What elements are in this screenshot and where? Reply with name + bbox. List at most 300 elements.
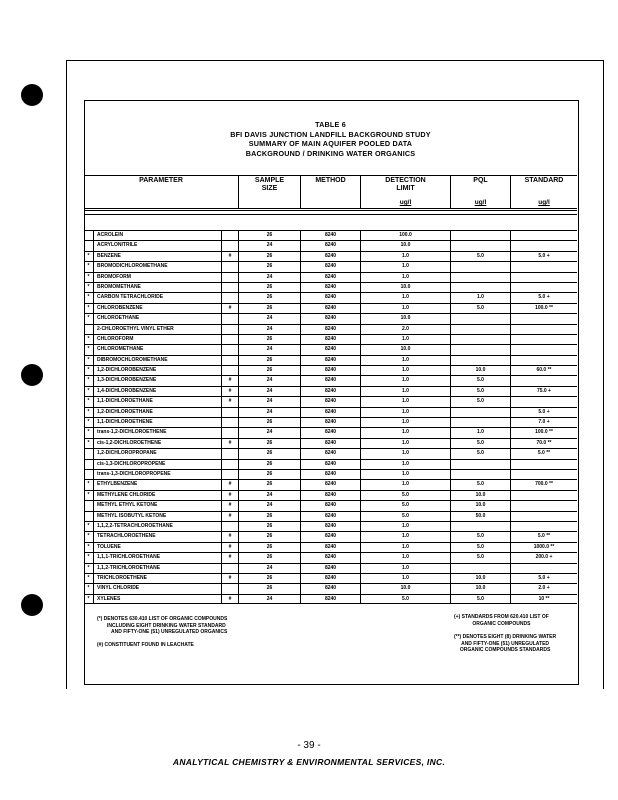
parameter-name-cell: BROMOMETHANE xyxy=(93,283,221,292)
standard-cell xyxy=(510,262,577,271)
table-row xyxy=(84,282,577,292)
table-row xyxy=(84,303,577,313)
detection-limit-cell: 10.0 xyxy=(360,584,450,593)
method-cell: 8240 xyxy=(300,512,360,521)
parameter-name-cell: 1,1,1-TRICHLOROETHANE xyxy=(93,553,221,562)
detection-limit-cell: 2.0 xyxy=(360,325,450,334)
row-marker-cell xyxy=(84,449,93,458)
sample-size-cell: 26 xyxy=(238,304,300,313)
leachate-flag-cell: # xyxy=(221,397,238,406)
detection-limit-cell: 1.0 xyxy=(360,480,450,489)
detection-limit-cell: 1.0 xyxy=(360,522,450,531)
pql-cell xyxy=(450,470,510,479)
standard-cell xyxy=(510,491,577,500)
standard-cell: 60.0 ** xyxy=(510,366,577,375)
table-row xyxy=(84,427,577,437)
header-parameter: PARAMETER xyxy=(139,177,183,184)
method-cell: 8240 xyxy=(300,273,360,282)
leachate-flag-cell: # xyxy=(221,491,238,500)
header-detection-unit: ug/l xyxy=(399,199,412,206)
sample-size-cell: 26 xyxy=(238,293,300,302)
leachate-flag-cell xyxy=(221,241,238,250)
parameter-name-cell: TRICHLOROETHENE xyxy=(93,574,221,583)
row-marker-cell: * xyxy=(87,398,90,405)
method-cell: 8240 xyxy=(300,283,360,292)
sample-size-cell: 26 xyxy=(238,252,300,261)
sample-size-cell: 24 xyxy=(238,273,300,282)
leachate-flag-cell xyxy=(221,356,238,365)
method-cell: 8240 xyxy=(300,241,360,250)
method-cell: 8240 xyxy=(300,325,360,334)
detection-limit-cell: 1.0 xyxy=(360,252,450,261)
row-marker-cell xyxy=(84,325,93,334)
method-cell: 8240 xyxy=(300,335,360,344)
leachate-flag-cell xyxy=(221,335,238,344)
pql-cell xyxy=(450,356,510,365)
header-standard-label: STANDARD xyxy=(524,177,564,184)
leachate-flag-cell: # xyxy=(221,512,238,521)
standard-cell xyxy=(510,345,577,354)
parameter-name-cell: cis-1,2-DICHLOROETHENE xyxy=(93,439,221,448)
sample-size-cell: 26 xyxy=(238,470,300,479)
table-row xyxy=(84,594,577,604)
sample-size-cell: 26 xyxy=(238,356,300,365)
detection-limit-cell: 1.0 xyxy=(360,262,450,271)
sample-size-cell: 26 xyxy=(238,283,300,292)
parameter-name-cell: ETHYLBENZENE xyxy=(93,480,221,489)
pql-cell xyxy=(450,325,510,334)
standard-cell: 5.0 + xyxy=(510,293,577,302)
punch-hole xyxy=(21,364,43,386)
parameter-name-cell: CHLOROETHANE xyxy=(93,314,221,323)
parameter-name-cell: trans-1,3-DICHLOROPROPENE xyxy=(93,470,221,479)
sample-size-cell: 24 xyxy=(238,314,300,323)
row-marker-cell: * xyxy=(87,408,90,415)
header-standard xyxy=(510,176,577,208)
detection-limit-cell: 1.0 xyxy=(360,543,450,552)
title-line: SUMMARY OF MAIN AQUIFER POOLED DATA xyxy=(248,139,413,148)
detection-limit-cell: 1.0 xyxy=(360,553,450,562)
parameter-name-cell: 1,1-DICHLOROETHANE xyxy=(93,397,221,406)
leachate-flag-cell xyxy=(221,345,238,354)
method-cell: 8240 xyxy=(300,480,360,489)
pql-cell: 5.0 xyxy=(450,449,510,458)
row-marker-cell: * xyxy=(87,439,90,446)
leachate-flag-cell xyxy=(221,273,238,282)
leachate-flag-cell: # xyxy=(221,439,238,448)
standard-cell xyxy=(510,314,577,323)
leachate-flag-cell xyxy=(221,584,238,593)
row-marker-cell: * xyxy=(87,304,90,311)
note-line: (**) DENOTES EIGHT (8) DRINKING WATER xyxy=(454,634,557,640)
method-cell: 8240 xyxy=(300,366,360,375)
detection-limit-cell: 5.0 xyxy=(360,512,450,521)
standard-cell: 5.0 + xyxy=(510,574,577,583)
detection-limit-cell: 5.0 xyxy=(360,595,450,604)
pql-cell: 5.0 xyxy=(450,397,510,406)
row-marker-cell: * xyxy=(87,387,90,394)
table-row xyxy=(84,251,577,261)
row-marker-cell: * xyxy=(87,315,90,322)
pql-cell: 5.0 xyxy=(450,480,510,489)
punch-hole xyxy=(21,594,43,616)
standard-cell xyxy=(510,522,577,531)
table-row xyxy=(84,334,577,344)
method-cell: 8240 xyxy=(300,543,360,552)
parameter-name-cell: CHLOROBENZENE xyxy=(93,304,221,313)
row-marker-cell: * xyxy=(87,429,90,436)
parameter-name-cell: METHYL ETHYL KETONE xyxy=(93,501,221,510)
table-row xyxy=(84,563,577,573)
row-marker-cell: * xyxy=(87,481,90,488)
sample-size-cell: 24 xyxy=(238,491,300,500)
leachate-flag-cell: # xyxy=(221,376,238,385)
standard-cell: 100.0 ** xyxy=(510,304,577,313)
sample-size-cell: 24 xyxy=(238,595,300,604)
sample-size-cell: 24 xyxy=(238,325,300,334)
leachate-flag-cell xyxy=(221,293,238,302)
pql-cell xyxy=(450,345,510,354)
row-marker-cell: * xyxy=(87,346,90,353)
standard-cell xyxy=(510,470,577,479)
leachate-flag-cell: # xyxy=(221,574,238,583)
parameter-name-cell: ACROLEIN xyxy=(93,231,221,240)
row-marker-cell: * xyxy=(87,252,90,259)
sample-size-cell: 26 xyxy=(238,335,300,344)
method-cell: 8240 xyxy=(300,439,360,448)
method-cell: 8240 xyxy=(300,262,360,271)
sample-size-cell: 26 xyxy=(238,522,300,531)
parameter-name-cell: CHLOROMETHANE xyxy=(93,345,221,354)
leachate-flag-cell: # xyxy=(221,252,238,261)
detection-limit-cell: 1.0 xyxy=(360,574,450,583)
row-marker-cell xyxy=(84,460,93,469)
parameter-name-cell: 1,4-DICHLOROBENZENE xyxy=(93,387,221,396)
pql-cell: 1.0 xyxy=(450,293,510,302)
sample-size-cell: 26 xyxy=(238,480,300,489)
standard-cell: 5.0 ** xyxy=(510,449,577,458)
row-marker-cell xyxy=(84,501,93,510)
pql-cell: 5.0 xyxy=(450,543,510,552)
row-marker-cell: * xyxy=(87,574,90,581)
row-marker-cell xyxy=(84,241,93,250)
table-row xyxy=(84,552,577,562)
parameter-name-cell: trans-1,2-DICHLOROETHENE xyxy=(93,428,221,437)
method-cell: 8240 xyxy=(300,501,360,510)
leachate-flag-cell xyxy=(221,283,238,292)
detection-limit-cell: 1.0 xyxy=(360,418,450,427)
parameter-name-cell: cis-1,3-DICHLOROPROPENE xyxy=(93,460,221,469)
standard-cell xyxy=(510,231,577,240)
note-star xyxy=(97,616,227,636)
table-row xyxy=(84,469,577,479)
pql-cell xyxy=(450,241,510,250)
table-row xyxy=(84,573,577,583)
table-body xyxy=(84,230,577,604)
parameter-name-cell: VINYL CHLORIDE xyxy=(93,584,221,593)
standard-cell: 700.0 ** xyxy=(510,480,577,489)
table-row xyxy=(84,417,577,427)
sample-size-cell: 24 xyxy=(238,241,300,250)
detection-limit-cell: 1.0 xyxy=(360,387,450,396)
note-plus xyxy=(454,614,549,627)
parameter-name-cell: 1,2-DICHLOROPROPANE xyxy=(93,449,221,458)
pql-cell: 50.0 xyxy=(450,512,510,521)
sample-size-cell: 26 xyxy=(238,418,300,427)
sample-size-cell: 24 xyxy=(238,564,300,573)
detection-limit-cell: 1.0 xyxy=(360,564,450,573)
row-marker-cell xyxy=(84,470,93,479)
pql-cell: 10.0 xyxy=(450,574,510,583)
sample-size-cell: 26 xyxy=(238,574,300,583)
pql-cell xyxy=(450,335,510,344)
table-row xyxy=(84,375,577,385)
page-number: - 39 - xyxy=(297,740,321,751)
parameter-name-cell: 1,1,2,2-TETRACHLOROETHANE xyxy=(93,522,221,531)
standard-cell xyxy=(510,501,577,510)
method-cell: 8240 xyxy=(300,428,360,437)
leachate-flag-cell xyxy=(221,470,238,479)
header-pql xyxy=(450,176,510,208)
row-marker-cell: * xyxy=(87,533,90,540)
pql-cell xyxy=(450,418,510,427)
method-cell: 8240 xyxy=(300,397,360,406)
pql-cell: 5.0 xyxy=(450,376,510,385)
standard-cell xyxy=(510,356,577,365)
table-row xyxy=(84,272,577,282)
method-cell: 8240 xyxy=(300,584,360,593)
standard-cell xyxy=(510,460,577,469)
method-cell: 8240 xyxy=(300,231,360,240)
method-cell: 8240 xyxy=(300,376,360,385)
table-row xyxy=(84,583,577,593)
parameter-name-cell: CHLOROFORM xyxy=(93,335,221,344)
method-cell: 8240 xyxy=(300,553,360,562)
row-marker-cell: * xyxy=(87,522,90,529)
detection-limit-cell: 1.0 xyxy=(360,460,450,469)
row-marker-cell: * xyxy=(87,294,90,301)
method-cell: 8240 xyxy=(300,408,360,417)
leachate-flag-cell: # xyxy=(221,480,238,489)
leachate-flag-cell xyxy=(221,408,238,417)
row-marker-cell: * xyxy=(87,419,90,426)
detection-limit-cell: 1.0 xyxy=(360,273,450,282)
parameter-name-cell: XYLENES xyxy=(93,595,221,604)
header-standard-unit: ug/l xyxy=(538,199,550,206)
row-marker-cell: * xyxy=(87,491,90,498)
pql-cell: 5.0 xyxy=(450,439,510,448)
parameter-name-cell: METHYL ISOBUTYL KETONE xyxy=(93,512,221,521)
row-marker-cell: * xyxy=(87,283,90,290)
pql-cell: 5.0 xyxy=(450,553,510,562)
header-sample-size: SAMPLE SIZE xyxy=(238,176,300,208)
table-row xyxy=(84,344,577,354)
detection-limit-cell: 5.0 xyxy=(360,501,450,510)
parameter-name-cell: 1,1-DICHLOROETHENE xyxy=(93,418,221,427)
row-marker-cell: * xyxy=(87,543,90,550)
table-row xyxy=(84,396,577,406)
method-cell: 8240 xyxy=(300,304,360,313)
pql-cell: 1.0 xyxy=(450,428,510,437)
pql-cell xyxy=(450,314,510,323)
pql-cell: 5.0 xyxy=(450,252,510,261)
pql-cell xyxy=(450,231,510,240)
detection-limit-cell: 1.0 xyxy=(360,356,450,365)
table-row xyxy=(84,355,577,365)
pql-cell: 10.0 xyxy=(450,584,510,593)
table-row xyxy=(84,542,577,552)
leachate-flag-cell: # xyxy=(221,387,238,396)
sample-size-cell: 26 xyxy=(238,543,300,552)
company-name: ANALYTICAL CHEMISTRY & ENVIRONMENTAL SERVICES, INC. xyxy=(172,757,446,767)
standard-cell: 5.0 + xyxy=(510,252,577,261)
leachate-flag-cell xyxy=(221,522,238,531)
header-detection-limit xyxy=(360,176,450,208)
detection-limit-cell: 1.0 xyxy=(360,335,450,344)
method-cell: 8240 xyxy=(300,252,360,261)
detection-limit-cell: 1.0 xyxy=(360,397,450,406)
row-marker-cell: * xyxy=(87,377,90,384)
header-pql-unit: ug/l xyxy=(474,199,487,206)
sample-size-cell: 24 xyxy=(238,397,300,406)
table-row xyxy=(84,511,577,521)
note-double-star xyxy=(454,634,556,654)
leachate-flag-cell xyxy=(221,428,238,437)
table-row xyxy=(84,230,577,240)
standard-cell: 200.0 + xyxy=(510,553,577,562)
pql-cell: 5.0 xyxy=(450,532,510,541)
pql-cell xyxy=(450,522,510,531)
table-row xyxy=(84,448,577,458)
detection-limit-cell: 1.0 xyxy=(360,293,450,302)
method-cell: 8240 xyxy=(300,522,360,531)
header-pql-label: PQL xyxy=(473,177,488,184)
sample-size-cell: 24 xyxy=(238,387,300,396)
detection-limit-cell: 1.0 xyxy=(360,408,450,417)
leachate-flag-cell xyxy=(221,314,238,323)
standard-cell xyxy=(510,241,577,250)
parameter-name-cell: 1,1,2-TRICHLOROETHANE xyxy=(93,564,221,573)
table-title xyxy=(84,120,577,158)
detection-limit-cell: 1.0 xyxy=(360,366,450,375)
parameter-name-cell: ACRYLONITRILE xyxy=(93,241,221,250)
row-marker-cell xyxy=(84,512,93,521)
table-row xyxy=(84,521,577,531)
title-line: BACKGROUND / DRINKING WATER ORGANICS xyxy=(245,148,416,158)
note-line: (*) DENOTES 630.410 LIST OF ORGANIC COMPOUNDS xyxy=(97,616,228,622)
pql-cell xyxy=(450,460,510,469)
row-marker-cell: * xyxy=(87,356,90,363)
pql-cell: 5.0 xyxy=(450,595,510,604)
method-cell: 8240 xyxy=(300,574,360,583)
leachate-flag-cell xyxy=(221,418,238,427)
pql-cell: 5.0 xyxy=(450,387,510,396)
method-cell: 8240 xyxy=(300,470,360,479)
method-cell: 8240 xyxy=(300,314,360,323)
leachate-flag-cell: # xyxy=(221,532,238,541)
method-cell: 8240 xyxy=(300,449,360,458)
method-cell: 8240 xyxy=(300,532,360,541)
note-hash: (#) CONSTITUENT FOUND IN LEACHATE xyxy=(97,642,194,648)
standard-cell: 1000.0 ** xyxy=(510,543,577,552)
table-row xyxy=(84,292,577,302)
detection-limit-cell: 10.0 xyxy=(360,241,450,250)
method-cell: 8240 xyxy=(300,595,360,604)
table-row xyxy=(84,407,577,417)
parameter-name-cell: DIBROMOCHLOROMETHANE xyxy=(93,356,221,365)
standard-cell xyxy=(510,512,577,521)
row-marker-cell: * xyxy=(87,595,90,602)
detection-limit-cell: 5.0 xyxy=(360,491,450,500)
detection-limit-cell: 1.0 xyxy=(360,532,450,541)
leachate-flag-cell: # xyxy=(221,304,238,313)
pql-cell: 10.0 xyxy=(450,501,510,510)
row-marker-cell: * xyxy=(87,564,90,571)
pql-cell xyxy=(450,564,510,573)
leachate-flag-cell xyxy=(221,449,238,458)
header-method: METHOD xyxy=(300,176,360,208)
sample-size-cell: 26 xyxy=(238,231,300,240)
method-cell: 8240 xyxy=(300,564,360,573)
sample-size-cell: 26 xyxy=(238,553,300,562)
method-cell: 8240 xyxy=(300,345,360,354)
method-cell: 8240 xyxy=(300,491,360,500)
sample-size-cell: 26 xyxy=(238,262,300,271)
table-row xyxy=(84,240,577,250)
standard-cell xyxy=(510,564,577,573)
note-line: INCLUDING EIGHT DRINKING WATER STANDARD xyxy=(107,622,226,629)
note-line: (+) STANDARDS FROM 620.410 LIST OF xyxy=(454,614,549,620)
row-marker-cell: * xyxy=(87,554,90,561)
header-divider xyxy=(84,210,577,215)
standard-cell xyxy=(510,273,577,282)
parameter-name-cell: CARBON TETRACHLORIDE xyxy=(93,293,221,302)
detection-limit-cell: 10.0 xyxy=(360,314,450,323)
table-row xyxy=(84,531,577,541)
table-row xyxy=(84,459,577,469)
table-row xyxy=(84,324,577,334)
sample-size-cell: 24 xyxy=(238,408,300,417)
note-line: AND FIFTY-ONE (51) UNREGULATED ORGANICS xyxy=(111,629,228,635)
pql-cell xyxy=(450,273,510,282)
note-line: AND FIFTY-ONE (51) UNREGULATED xyxy=(461,640,550,647)
detection-limit-cell: 1.0 xyxy=(360,428,450,437)
table-row xyxy=(84,500,577,510)
sample-size-cell: 24 xyxy=(238,376,300,385)
leachate-flag-cell: # xyxy=(221,553,238,562)
standard-cell: 100.0 ** xyxy=(510,428,577,437)
standard-cell: 10 ** xyxy=(510,595,577,604)
detection-limit-cell: 1.0 xyxy=(360,304,450,313)
title-line: BFI DAVIS JUNCTION LANDFILL BACKGROUND STUDY xyxy=(230,129,431,139)
pql-cell xyxy=(450,283,510,292)
sample-size-cell: 24 xyxy=(238,501,300,510)
parameter-name-cell: METHYLENE CHLORIDE xyxy=(93,491,221,500)
pql-cell xyxy=(450,262,510,271)
leachate-flag-cell xyxy=(221,262,238,271)
standard-cell: 70.0 ** xyxy=(510,439,577,448)
note-line: ORGANIC COMPOUNDS STANDARDS xyxy=(459,647,551,653)
method-cell: 8240 xyxy=(300,387,360,396)
standard-cell xyxy=(510,283,577,292)
row-marker-cell: * xyxy=(87,585,90,592)
pql-cell: 10.0 xyxy=(450,366,510,375)
table-header xyxy=(84,175,577,209)
standard-cell: 5.0 + xyxy=(510,408,577,417)
leachate-flag-cell xyxy=(221,460,238,469)
standard-cell xyxy=(510,325,577,334)
standard-cell: 2.0 + xyxy=(510,584,577,593)
